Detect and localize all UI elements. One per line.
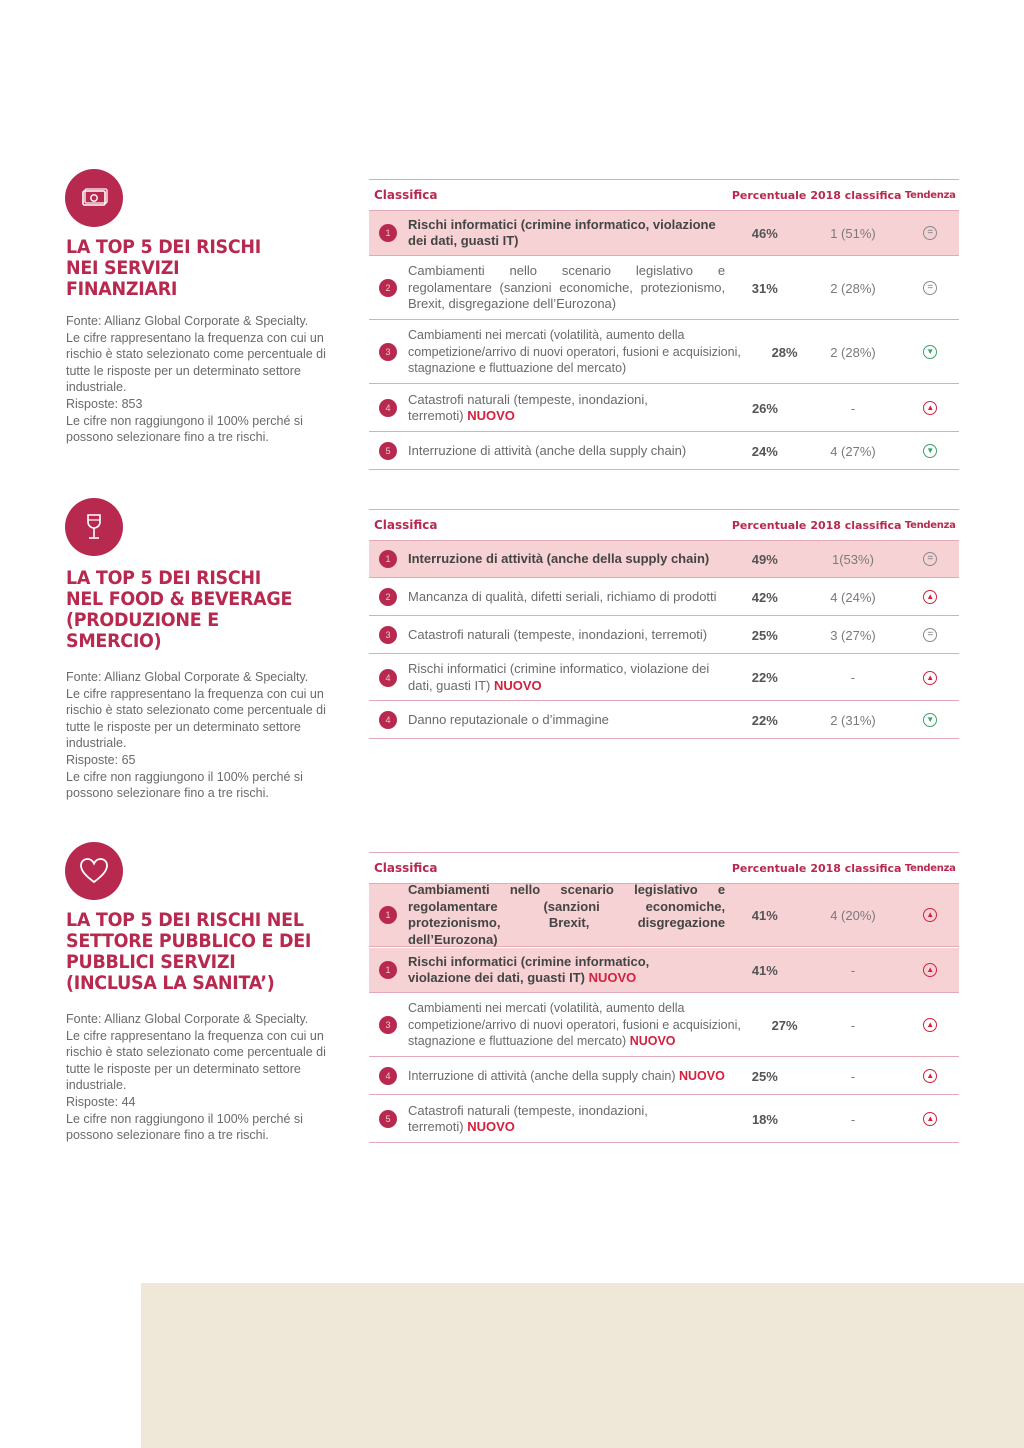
- trend-up-icon: ▲: [923, 671, 937, 685]
- rank-badge: 1: [379, 224, 397, 242]
- rank-badge: 2: [379, 279, 397, 297]
- rank-badge: 5: [379, 442, 397, 460]
- risk-description: Cambiamenti nello scenario legislativo e regolamentare (sanzioni economiche, protezionismo, Brexit, disgregazione dell’Eurozona): [408, 882, 726, 947]
- table-header: [369, 179, 959, 210]
- risk-description: Rischi informatici (crimine informatico, violazione dei dati, guasti IT) NUOVO: [408, 953, 650, 985]
- rank-badge: 5: [379, 1110, 397, 1128]
- risk-percent: 25%: [751, 627, 778, 643]
- risk-2018-rank: -: [850, 1017, 856, 1033]
- section-icon-circle: [65, 498, 123, 556]
- trend-down-icon: ▼: [923, 713, 937, 727]
- risk-2018-rank: 1 (51%): [830, 225, 876, 241]
- risk-description: Cambiamenti nei mercati (volatilità, aumento della competizione/arrivo di nuovi operatori, fusioni e acquisizioni, stagnazione e fluttuazione del mercato): [408, 328, 741, 376]
- risk-2018-rank: -: [850, 1111, 856, 1127]
- money-icon: [76, 180, 112, 216]
- risk-percent: 24%: [751, 443, 778, 459]
- trend-up-icon: ▲: [923, 1018, 937, 1032]
- section-title: LA TOP 5 DEI RISCHI NEL SETTORE PUBBLICO E DEI PUBBLICI SERVIZI (INCLUSA LA SANITA’): [66, 909, 312, 994]
- header-trend: Tendenza: [904, 189, 956, 201]
- risk-percent: 42%: [751, 589, 778, 605]
- trend-up-icon: ▲: [923, 590, 937, 604]
- table-row: [369, 654, 959, 701]
- rank-badge: 1: [379, 550, 397, 568]
- heart-icon: [76, 853, 112, 889]
- section-icon-circle: [65, 842, 123, 900]
- risk-description: Rischi informatici (crimine informatico, violazione dei dati, guasti IT): [408, 216, 716, 248]
- header-percent: Percentuale: [731, 518, 807, 532]
- table-row: [369, 701, 959, 739]
- header-trend: Tendenza: [904, 862, 956, 874]
- table-row: [369, 947, 959, 993]
- trend-up-icon: ▲: [923, 1069, 937, 1083]
- risk-percent: 18%: [751, 1111, 778, 1127]
- section-title: LA TOP 5 DEI RISCHI NEL FOOD & BEVERAGE (PRODUZIONE E SMERCIO): [66, 567, 293, 652]
- header-trend: Tendenza: [904, 519, 956, 531]
- rank-badge: 4: [379, 711, 397, 729]
- risk-percent: 27%: [771, 1017, 798, 1033]
- rank-badge: 4: [379, 669, 397, 687]
- new-badge: NUOVO: [629, 1034, 676, 1049]
- header-percent: Percentuale: [731, 861, 807, 875]
- table-row: [369, 540, 959, 578]
- risk-percent: 22%: [751, 670, 778, 685]
- rank-badge: 1: [379, 906, 397, 924]
- risk-description: Interruzione di attività (anche della supply chain): [408, 550, 710, 566]
- risk-percent: 41%: [751, 962, 778, 978]
- new-badge: NUOVO: [679, 1068, 725, 1083]
- risk-description: Catastrofi naturali (tempeste, inondazioni, terremoti): [408, 626, 708, 642]
- new-badge: NUOVO: [588, 970, 637, 985]
- risk-2018-rank: -: [850, 670, 856, 685]
- table-row: [369, 616, 959, 654]
- rank-badge: 3: [379, 626, 397, 644]
- trend-same-icon: =: [923, 226, 937, 240]
- trend-same-icon: =: [923, 628, 937, 642]
- trend-up-icon: ▲: [923, 908, 937, 922]
- source-note: Fonte: Allianz Global Corporate & Specialty. Le cifre rappresentano la frequenza con cui un rischio è stato selezionato come percentuale di tutte le risposte per un determinato settore industriale. Risposte: 853 Le cifre non raggiungono il 100% perché si possono selezionare fino a tre rischi.: [66, 314, 326, 445]
- risk-2018-rank: 2 (28%): [830, 280, 876, 296]
- risk-percent: 41%: [751, 907, 778, 923]
- risk-2018-rank: 4 (24%): [830, 589, 876, 605]
- risk-table: [369, 509, 959, 739]
- trend-up-icon: ▲: [923, 1112, 937, 1126]
- risk-percent: 26%: [751, 400, 778, 416]
- table-row: [369, 320, 959, 384]
- risk-percent: 31%: [751, 280, 778, 296]
- risk-2018-rank: 3 (27%): [830, 627, 876, 643]
- trend-same-icon: =: [923, 281, 937, 295]
- table-row: [369, 578, 959, 616]
- table-row: [369, 1095, 959, 1143]
- table-row: [369, 256, 959, 320]
- risk-description: Danno reputazionale o d’immagine: [408, 711, 609, 727]
- trend-up-icon: ▲: [923, 401, 937, 415]
- risk-2018-rank: 2 (31%): [830, 712, 876, 728]
- risk-table: [369, 852, 959, 1143]
- header-percent: Percentuale: [731, 188, 807, 202]
- rank-badge: 3: [379, 343, 397, 361]
- trend-same-icon: =: [923, 552, 937, 566]
- source-note: Fonte: Allianz Global Corporate & Specialty. Le cifre rappresentano la frequenza con cui un rischio è stato selezionato come percentuale di tutte le risposte per un determinato settore industriale. Risposte: 44 Le cifre non raggiungono il 100% perché si possono selezionare fino a tre rischi.: [66, 1012, 326, 1143]
- new-badge: NUOVO: [494, 677, 542, 693]
- risk-description: Mancanza di qualità, difetti seriali, richiamo di prodotti: [408, 588, 717, 604]
- table-row: [369, 432, 959, 470]
- table-row: [369, 210, 959, 256]
- footer-band: [141, 1283, 1024, 1448]
- risk-percent: 49%: [751, 551, 778, 567]
- rank-badge: 3: [379, 1016, 397, 1034]
- table-header: [369, 509, 959, 540]
- table-row: [369, 384, 959, 432]
- table-row: [369, 883, 959, 947]
- table-row: [369, 993, 959, 1057]
- risk-description: Cambiamenti nei mercati (volatilità, aumento della competizione/arrivo di nuovi operatori, fusioni e acquisizioni, stagnazione e fluttuazione del mercato) NUOVO: [408, 1001, 741, 1049]
- risk-percent: 22%: [751, 712, 778, 728]
- risk-2018-rank: 2 (28%): [830, 344, 876, 360]
- header-2018-rank: 2018 classifica: [810, 518, 902, 532]
- header-2018-rank: 2018 classifica: [810, 861, 902, 875]
- rank-badge: 4: [379, 1067, 397, 1085]
- rank-badge: 1: [379, 961, 397, 979]
- risk-2018-rank: -: [850, 1068, 856, 1084]
- trend-up-icon: ▲: [923, 963, 937, 977]
- risk-table: [369, 179, 959, 470]
- risk-2018-rank: 4 (27%): [830, 443, 876, 459]
- wine-glass-icon: [76, 509, 112, 545]
- trend-down-icon: ▼: [923, 444, 937, 458]
- risk-description: Catastrofi naturali (tempeste, inondazioni, terremoti) NUOVO: [408, 391, 648, 423]
- header-rank: Classifica: [374, 518, 438, 532]
- risk-description: Rischi informatici (crimine informatico, violazione dei dati, guasti IT) NUOVO: [408, 661, 710, 693]
- risk-percent: 46%: [751, 225, 778, 241]
- table-row: [369, 1057, 959, 1095]
- risk-2018-rank: 1(53%): [832, 551, 874, 567]
- risk-description: Interruzione di attività (anche della supply chain) NUOVO: [408, 1068, 725, 1083]
- section-icon-circle: [65, 169, 123, 227]
- risk-2018-rank: -: [850, 962, 856, 978]
- header-2018-rank: 2018 classifica: [810, 188, 902, 202]
- source-note: Fonte: Allianz Global Corporate & Specialty. Le cifre rappresentano la frequenza con cui un rischio è stato selezionato come percentuale di tutte le risposte per un determinato settore industriale. Risposte: 65 Le cifre non raggiungono il 100% perché si possono selezionare fino a tre rischi.: [66, 670, 326, 801]
- header-rank: Classifica: [374, 188, 438, 202]
- trend-down-icon: ▼: [923, 345, 937, 359]
- risk-description: Cambiamenti nello scenario legislativo e regolamentare (sanzioni economiche, protezionismo, Brexit, disgregazione dell’Eurozona): [408, 263, 726, 312]
- header-rank: Classifica: [374, 861, 438, 875]
- section-title: LA TOP 5 DEI RISCHI NEI SERVIZI FINANZIARI: [66, 236, 261, 300]
- risk-percent: 25%: [751, 1068, 778, 1084]
- new-badge: NUOVO: [467, 1119, 515, 1134]
- rank-badge: 2: [379, 588, 397, 606]
- risk-percent: 28%: [771, 344, 798, 360]
- risk-2018-rank: -: [850, 400, 856, 416]
- new-badge: NUOVO: [467, 408, 515, 423]
- risk-2018-rank: 4 (20%): [830, 907, 876, 923]
- risk-description: Interruzione di attività (anche della supply chain): [408, 442, 687, 458]
- risk-description: Catastrofi naturali (tempeste, inondazioni, terremoti) NUOVO: [408, 1102, 648, 1134]
- rank-badge: 4: [379, 399, 397, 417]
